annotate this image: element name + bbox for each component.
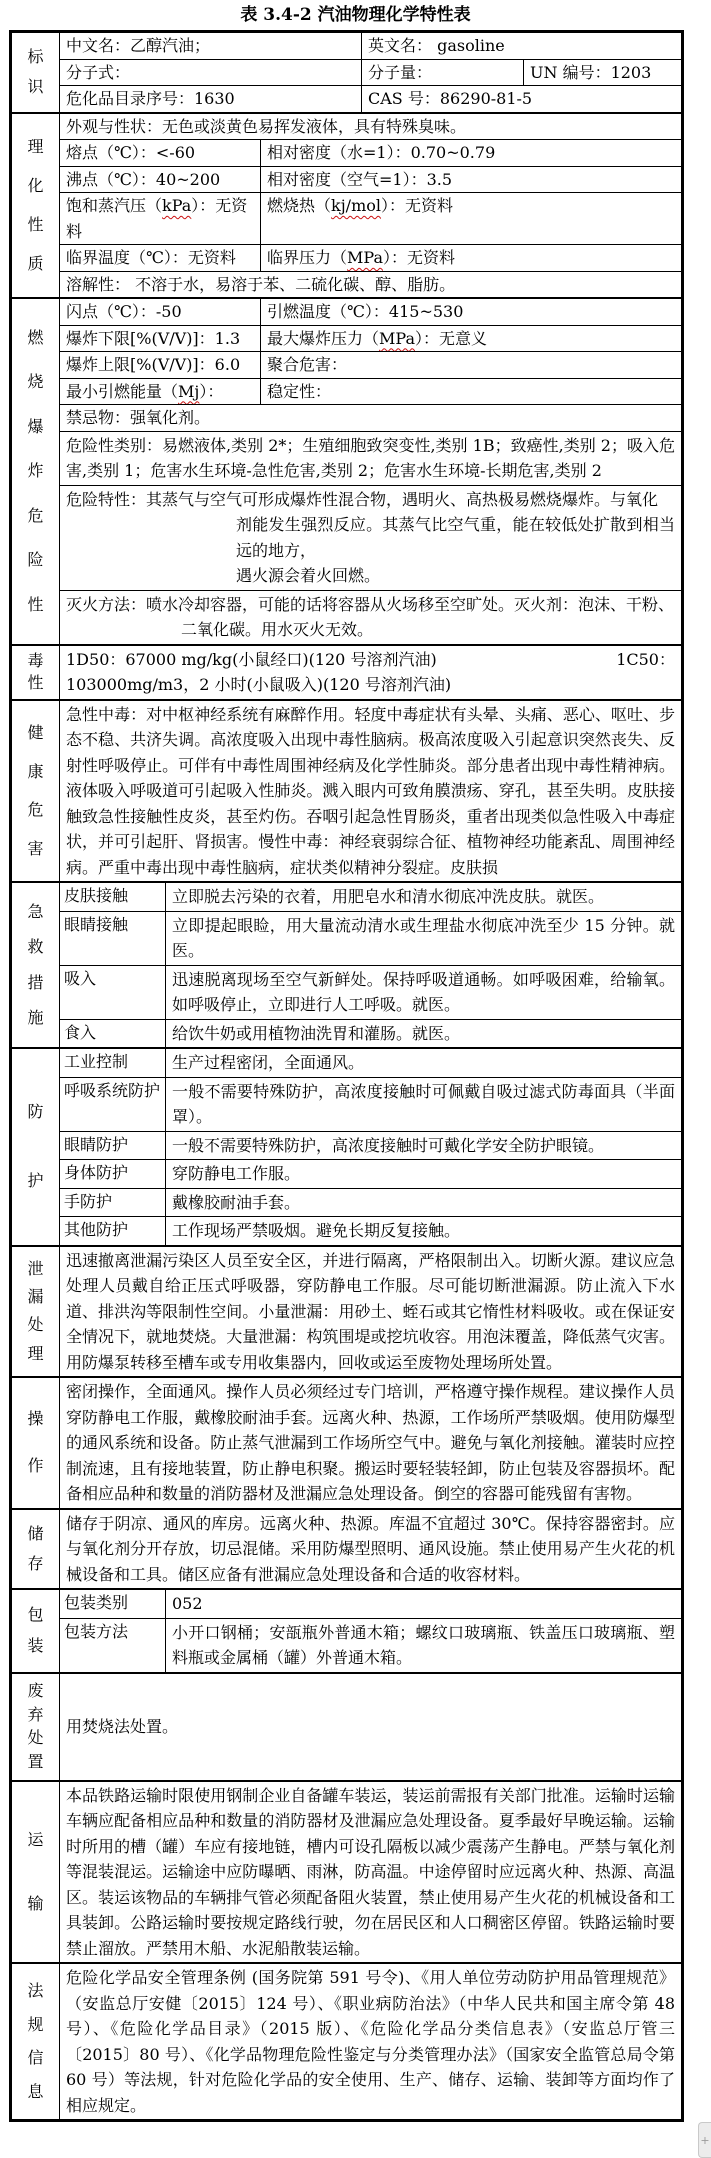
section-label-packaging: 包 装 [12, 1590, 60, 1672]
section-transport [12, 1780, 681, 1963]
table-row [60, 325, 681, 352]
field-density-water: 相对密度（水=1）：0.70~0.79 [267, 143, 496, 162]
table-row [60, 1159, 681, 1188]
table-row [60, 244, 681, 271]
text-segment: ）：无资料 [380, 196, 453, 215]
field-transport-text: 本品铁路运输时限使用钢制企业自备罐车装运，装运前需报有关部门批准。运输时运输车辆应配备相应品种和数量的消防器材及泄漏应急处理设备。夏季最好早晚运输。运输时所用的槽（罐）车应有接地链，槽内可设孔隔板以减少震荡产生静电。严禁与氧化剂等混装混运。运输途中应防曝晒、雨淋，防高温。中途停留时应远离火种、热源、高温区。装运该物品的车辆排气管必须配备阻火装置，禁止使用易产生火花的机械设备和工具装卸。公路运输时要按规定路线行驶，勿在居民区和人口稠密区停留。铁路运输时要禁止溜放。严禁用木船、水泥船散装运输。 [66, 1785, 675, 1958]
first-aid-value-eye: 立即提起眼睑，用大量流动清水或生理盐水彻底冲洗至少 15 分钟。就医。 [172, 915, 675, 960]
table-row [60, 431, 681, 485]
text-line: 危险特性：其蒸气与空气可形成爆炸性混合物，遇明火、高热极易燃烧爆炸。与氧化 [66, 489, 659, 509]
packaging-key-class: 包装类别 [60, 1590, 166, 1618]
text-segment: ）：无资料 [382, 248, 455, 267]
text-line: 剂能发生强烈反应。其蒸气比空气重，能在较低处扩散到相当远的地方， [236, 515, 675, 560]
section-label-first-aid: 急 救 措 施 [12, 883, 60, 1047]
field-min-ignition-energy [60, 379, 261, 405]
first-aid-value-ingestion: 给饮牛奶或用植物油洗胃和灌肠。就医。 [172, 1023, 461, 1043]
protection-value-other: 工作现场严禁吸烟。避免长期反复接触。 [172, 1221, 461, 1240]
section-label-fire-explosion: 燃 烧 爆 炸 危 险 性 [12, 299, 60, 644]
first-aid-key-ingestion: 食入 [60, 1020, 166, 1048]
field-health-hazard-text: 急性中毒：对中枢神经系统有麻醉作用。轻度中毒症状有头晕、头痛、恶心、呕吐、步态不稳、共济失调。高浓度吸入出现中毒性脑病。极高浓度吸入引起意识突然丧失、反射性呼吸停止。可伴有中毒性周围神经病及化学性肺炎。部分患者出现中毒性精神病。液体吸入呼吸道可引起吸入性肺炎。溅入眼内可致角膜溃疡、穿孔，甚至失明。皮肤接触致急性接触性皮炎，甚至灼伤。吞咽引起急性胃肠炎，重者出现类似急性吸入中毒症状，并可引起肝、肾损害。慢性中毒：神经衰弱综合征、植物神经功能紊乱、周围神经病。严重中毒出现中毒性脑病，症状类似精神分裂症。皮肤损 [66, 704, 675, 877]
table-row [60, 911, 681, 965]
table-row [60, 1131, 681, 1160]
section-label-physchem: 理 化 性 质 [12, 114, 60, 298]
table-row [60, 271, 681, 298]
table-row [60, 965, 681, 1019]
table-row [60, 299, 681, 325]
section-health-hazard [12, 699, 681, 882]
section-operation [12, 1376, 681, 1508]
field-spill-handling-text: 迅速撤离泄漏污染区人员至安全区，并进行隔离，严格限制出入。切断火源。建议应急处理人员戴自给正压式呼吸器，穿防静电工作服。尽可能切断泄漏源。防止流入下水道、排洪沟等限制性空间。小量泄漏：用砂土、蛭石或其它惰性材料吸收。或在保证安全情况下，就地焚烧。大量泄漏：构筑围堤或挖坑收容。用泡沫覆盖，降低蒸气灾害。用防爆泵转移至槽车或专用收集器内，回收或运至废物处理场所处置。 [66, 1250, 675, 1372]
section-regulatory [12, 1962, 681, 2119]
text-segment: 饱和蒸汽压（ [66, 196, 163, 215]
packaging-key-method: 包装方法 [60, 1619, 166, 1672]
section-label-spill-handling: 泄 漏 处 理 [12, 1247, 60, 1377]
first-aid-value-inhalation: 迅速脱离现场至空气新鲜处。保持呼吸道通畅。如呼吸困难，给输氧。如呼吸停止，立即进行人工呼吸。就医。 [172, 969, 675, 1014]
field-boiling-point: 沸点（℃）：40~200 [60, 167, 261, 193]
section-first-aid [12, 881, 681, 1047]
section-label-identification: 标 识 [12, 33, 60, 112]
section-fire-explosion [12, 297, 681, 644]
text-line: 灭火方法：喷水冷却容器，可能的话将容器从火场移至空旷处。灭火剂：泡沫、干粉、 [66, 594, 675, 614]
protection-key-respiratory: 呼吸系统防护 [60, 1078, 166, 1131]
protection-value-engineering: 生产过程密闭，全面通风。 [172, 1053, 365, 1072]
section-protection [12, 1047, 681, 1245]
first-aid-key-skin: 皮肤接触 [60, 883, 166, 911]
protection-value-hand: 戴橡胶耐油手套。 [172, 1192, 301, 1212]
text-segment: 临界压力（ [267, 248, 348, 267]
table-row [60, 114, 681, 140]
protection-value-eye: 一般不需要特殊防护，高浓度接触时可戴化学安全防护眼镜。 [172, 1135, 605, 1155]
protection-key-body: 身体防护 [60, 1160, 166, 1188]
field-density-air: 相对密度（空气=1）：3.5 [267, 169, 453, 189]
packaging-value-method: 小开口钢桶；安瓿瓶外普通木箱；螺纹口玻璃瓶、铁盖压口玻璃瓶、塑料瓶或金属桶（罐）外普通木箱。 [172, 1622, 675, 1667]
lc50-label: 1C50： [616, 649, 675, 669]
field-explosion-upper-limit: 爆炸上限[%(V/V)]：6.0 [60, 352, 261, 378]
field-stability: 稳定性： [267, 381, 332, 401]
misspelled-unit: Mj [178, 381, 200, 401]
field-storage-text: 储存于阴凉、通风的库房。远离火种、热源。库温不宜超过 30℃。保持容器密封。应与氧化剂分开存放，切忌混储。采用防爆型照明、通风设施。禁止使用易产生火花的机械设备和工具。储区应备有泄漏应急处理设备和合适的收容材料。 [66, 1513, 675, 1584]
table-row [60, 883, 681, 911]
field-toxicity-data [60, 646, 681, 699]
field-incompatibilities: 禁忌物：强氧化剂。 [66, 408, 211, 427]
table-row [60, 1049, 681, 1077]
text-segment: ）： [199, 381, 224, 401]
field-catalog-number: 危化品目录序号：1630 [60, 86, 362, 112]
field-hazard-class: 危险性类别：易燃液体,类别 2*；生殖细胞致突变性,类别 1B；致癌性,类别 2；吸入危害,类别 1；危害水生环境-急性危害,类别 2；危害水生环境-长期危害,类别 2 [66, 435, 675, 480]
field-ignition-temp: 引燃温度（℃）：415~530 [267, 302, 464, 321]
text-segment: ）：无意义 [414, 328, 487, 348]
section-label-regulatory: 法 规 信 息 [12, 1964, 60, 2119]
msds-table [9, 30, 684, 2122]
field-polymerization-hazard: 聚合危害： [267, 355, 348, 374]
field-hazard-characteristics [60, 486, 681, 590]
protection-key-other: 其他防护 [60, 1217, 166, 1245]
table-row [60, 378, 681, 405]
table-row [60, 404, 681, 431]
field-regulatory-text: 危险化学品安全管理条例 (国务院第 591 号令)、《用人单位劳动防护用品管理规范》（安监总厅安健〔2015〕124 号）、《职业病防治法》（中华人民共和国主席令第 48 号）、《危险化学品目录》（2015 版）、《危险化学品分类信息表》（安监总厅管三〔2015〕80 号）、《化学品物理危险性鉴定与分类管理办法》（国家安全监管总局令第 60 号）等法规，针对危险化学品的安全使用、生产、储存、运输、装卸等方面均作了相应规定。 [66, 1968, 675, 2115]
table-row [60, 139, 681, 166]
field-combustion-heat [261, 193, 681, 244]
field-appearance: 外观与性状：无色或淡黄色易挥发液体，具有特殊臭味。 [66, 116, 467, 136]
field-operation-text: 密闭操作，全面通风。操作人员必须经过专门培训，严格遵守操作规程。建议操作人员穿防静电工作服，戴橡胶耐油手套。远离火种、热源，工作场所严禁吸烟。使用防爆型的通风系统和设备。防止蒸气泄漏到工作场所空气中。避免与氧化剂接触。灌装时应控制流速，且有接地装置，防止静电积聚。搬运时要轻装轻卸，防止包装及容器损坏。配备相应品种和数量的消防器材及泄漏应急处理设备。倒空的容器可能残留有害物。 [66, 1382, 675, 1503]
section-packaging [12, 1588, 681, 1672]
protection-key-eye: 眼睛防护 [60, 1132, 166, 1160]
text-segment: 最大爆炸压力（ [267, 328, 380, 348]
text-segment: 燃烧热（ [267, 196, 332, 215]
plus-icon: + [700, 2133, 710, 2147]
field-chinese-name: 中文名：乙醇汽油； [60, 33, 362, 59]
field-disposal-text: 用焚烧法处置。 [66, 1716, 179, 1736]
table-row [60, 85, 681, 112]
table-row [60, 485, 681, 590]
field-critical-temp: 临界温度（℃）：无资料 [60, 245, 261, 271]
scrollbar-fragment[interactable] [698, 2122, 711, 2158]
section-label-protection: 防 护 [12, 1049, 60, 1245]
table-row [60, 1077, 681, 1131]
protection-value-respiratory: 一般不需要特殊防护，高浓度接触时可佩戴自吸过滤式防毒面具（半面罩）。 [172, 1081, 675, 1126]
section-label-transport: 运 输 [12, 1782, 60, 1963]
table-row [60, 1188, 681, 1217]
section-label-toxicity: 毒 性 [12, 646, 60, 699]
field-explosion-lower-limit: 爆炸下限[%(V/V)]：1.3 [60, 326, 261, 352]
field-max-explosion-pressure [261, 326, 681, 352]
table-row [60, 1019, 681, 1048]
lc50-value: 103000mg/m3，2 小时(小鼠吸入)(120 号溶剂汽油) [66, 675, 452, 694]
section-disposal [12, 1672, 681, 1780]
section-label-storage: 储 存 [12, 1510, 60, 1589]
misspelled-unit: MPa [379, 328, 415, 348]
field-molecular-weight: 分子量： [362, 60, 524, 86]
text-segment: 最小引燃能量（ [66, 381, 179, 401]
misspelled-unit: MPa [347, 248, 383, 267]
field-english-name: 英文名： gasoline [368, 36, 505, 55]
field-solubility: 溶解性： 不溶于水，易溶于苯、二硫化碳、醇、脂肪。 [66, 274, 456, 294]
field-molecular-formula: 分子式： [60, 60, 362, 86]
protection-value-body: 穿防静电工作服。 [172, 1164, 301, 1183]
table-row [60, 1618, 681, 1672]
section-spill-handling [12, 1245, 681, 1377]
ld50-value: 1D50：67000 mg/kg(小鼠经口)(120 号溶剂汽油) [66, 649, 437, 669]
misspelled-unit: kj/mol [331, 196, 381, 215]
field-melting-point: 熔点（℃）：<-60 [60, 140, 261, 166]
first-aid-key-eye: 眼睛接触 [60, 912, 166, 965]
section-storage [12, 1508, 681, 1589]
table-row [60, 351, 681, 378]
section-label-operation: 操 作 [12, 1378, 60, 1508]
text-line: 遇火源会着火回燃。 [236, 566, 381, 585]
section-toxicity [12, 644, 681, 699]
text-segment: ）：无资料 [66, 196, 248, 241]
field-cas-number: CAS 号：86290-81-5 [368, 89, 533, 108]
section-physchem [12, 112, 681, 298]
field-vapor-pressure [60, 193, 261, 244]
section-label-disposal: 废 弃 处 置 [12, 1674, 60, 1780]
table-row [60, 33, 681, 59]
text-line: 二氧化碳。用水灭火无效。 [181, 620, 374, 639]
field-fire-fighting-method [60, 591, 681, 644]
field-critical-pressure [261, 245, 681, 271]
page-title: 表 3.4-2 汽油物理化学特性表 [240, 5, 471, 25]
misspelled-unit: kPa [162, 196, 192, 215]
section-identification [12, 33, 681, 112]
packaging-value-class: 052 [172, 1594, 203, 1613]
protection-key-engineering: 工业控制 [60, 1049, 166, 1077]
first-aid-value-skin: 立即脱去污染的衣着，用肥皂水和清水彻底冲洗皮肤。就医。 [172, 887, 605, 906]
table-row [60, 590, 681, 644]
protection-key-hand: 手防护 [60, 1189, 166, 1217]
field-un-number: UN 编号：1203 [530, 62, 652, 82]
table-row [60, 166, 681, 193]
table-row [60, 1590, 681, 1618]
table-row [60, 192, 681, 244]
table-row [60, 1216, 681, 1245]
first-aid-key-inhalation: 吸入 [60, 966, 166, 1019]
section-label-health-hazard: 健 康 危 害 [12, 701, 60, 882]
field-flash-point: 闪点（℃）：-50 [60, 299, 261, 325]
text-line [66, 647, 675, 673]
table-row [60, 59, 681, 86]
